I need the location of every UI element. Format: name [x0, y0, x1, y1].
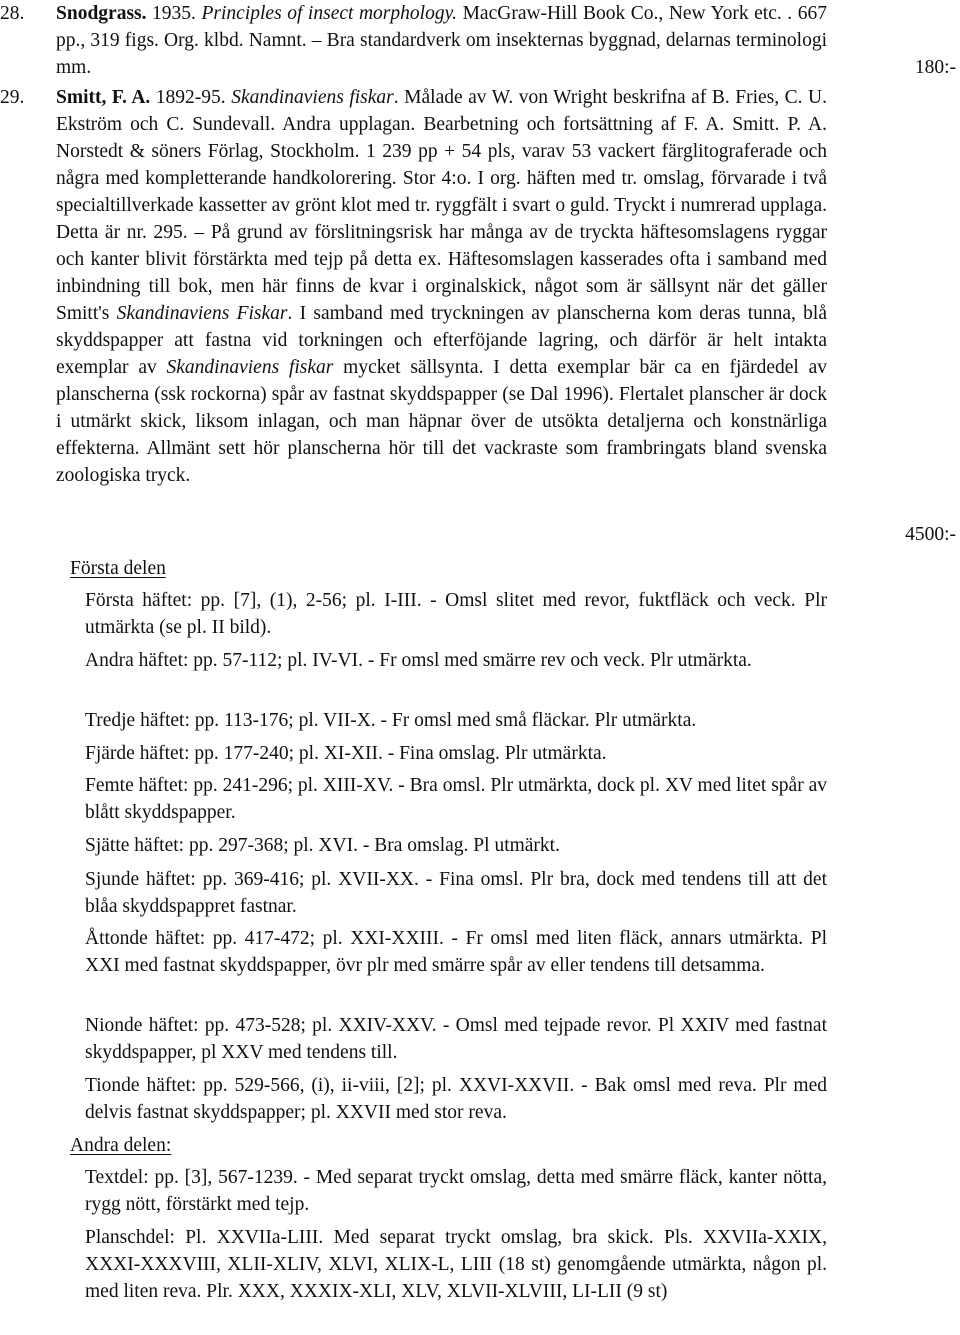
section-heading-part2: Andra delen: — [70, 1135, 172, 1156]
volume-5: Femte häftet: pp. 241-296; pl. XIII-XV. - Bra omsl. Plr utmärkta, dock pl. XV med litet spår av blått skyddspapper. — [85, 775, 827, 823]
entry-description-end: mycket sällsynta. I detta exemplar bär ca en fjärdedel av planscherna (ssk rockorna) spår av fastnat skyddspapper (se Dal 1996). Flertalet planscher är dock i utmärkt skick, liksom inlagan, och man häpnar över de utsökta detaljerna och konstnärliga effekterna. Allmänt sett hör planscherna hör till det vackraste som frambringats bland svenska zoologiska tryck. — [56, 357, 827, 486]
entry-number: 28. — [0, 3, 25, 24]
volume-8: Åttonde häftet: pp. 417-472; pl. XXI-XXIII. - Fr omsl med liten fläck, annars utmärkta. Pl XXI med fastnat skyddspapper, övr plr med smärre spår av eller tendens till detsamma. — [85, 928, 827, 976]
entry-title: Skandinaviens fiskar — [231, 87, 394, 108]
entry-number: 29. — [0, 87, 25, 108]
volume-6: Sjätte häftet: pp. 297-368; pl. XVI. - Bra omslag. Pl utmärkt. — [85, 835, 560, 856]
entry-description: . Målade av W. von Wright beskrifna af B. Fries, C. U. Ekström och C. Sundevall. Andra upplagan. Bearbetning och fortsättning af F. A. Smitt. P. A. Norstedt & söners Förlag, Stockholm. 1 239 pp + 54 pls, varav 53 vackert färglitograferade och några med kompletterande handkolorering. Stor 4:o. I org. häften med tr. omslag, förvarade i två specialtillverkade kassetter av grönt klot med tr. ryggfält i svart o guld. Tryckt i numrerad upplaga. Detta är nr. 295. – På grund av förslitningsrisk har många av de tryckta häftesomslagens ryggar och kanter blivit förstärkta med tejp på detta ex. Häftesomslagen kasserades ofta i samband med inbindning till bok, men här finns de kvar i orginalskick, något som är sällsynt när det gäller Smitt's — [56, 87, 827, 324]
entry-title-inline-2: Skandinaviens fiskar — [166, 357, 334, 378]
entry-description: MacGraw-Hill Book Co., New York etc. . 667 pp., 319 figs. Org. klbd. Namnt. – Bra standardverk om insekternas byggnad, delarnas terminologi mm. — [56, 3, 827, 78]
entry-author: Snodgrass. — [56, 3, 147, 24]
volume-7: Sjunde häftet: pp. 369-416; pl. XVII-XX. - Fina omsl. Plr bra, dock med tendens till att det blåa skyddspappret fastnar. — [85, 869, 827, 917]
volume-plate-part: Planschdel: Pl. XXVIIa-LIII. Med separat tryckt omslag, bra skick. Pls. XXVIIa-XXIX, XXXI-XXXVIII, XLII-XLIV, XLVI, XLIX-L, LIII (18 st) genomgående utmärkta, någon pl. med liten reva. Plr. XXX, XXXIX-XLI, XLV, XLVII-XLVIII, LI-LII (9 st) — [85, 1227, 827, 1302]
volume-4: Fjärde häftet: pp. 177-240; pl. XI-XII. - Fina omslag. Plr utmärkta. — [85, 743, 607, 764]
volume-text-part: Textdel: pp. [3], 567-1239. - Med separat tryckt omslag, detta med smärre fläck, kanter nötta, rygg nött, förstärkt med tejp. — [85, 1167, 827, 1215]
entry-text — [56, 0, 827, 81]
entry-title: Principles of insect morphology. — [201, 3, 458, 24]
section-heading-part1: Första delen — [70, 558, 166, 579]
entry-description-cont: . I samband med tryckningen av planscherna kom deras tunna, blå skyddspapper att fastna vid torkningen och efterföjande lagring, och därför är helt intakta exemplar av — [56, 303, 827, 378]
entry-year: 1892-95. — [150, 87, 232, 108]
volume-1: Första häftet: pp. [7], (1), 2-56; pl. I-III. - Omsl slitet med revor, fuktfläck och veck. Plr utmärkta (se pl. II bild). — [85, 590, 827, 638]
entry-price: 4500:- — [905, 524, 956, 545]
volume-10: Tionde häftet: pp. 529-566, (i), ii-viii, [2]; pl. XXVI-XXVII. - Bak omsl med reva. Plr med delvis fastnat skyddspapper; pl. XXVII med stor reva. — [85, 1075, 827, 1123]
volume-3: Tredje häftet: pp. 113-176; pl. VII-X. - Fr omsl med små fläckar. Plr utmärkta. — [85, 710, 697, 731]
entry-title-inline: Skandinaviens Fiskar — [116, 303, 288, 324]
volume-9: Nionde häftet: pp. 473-528; pl. XXIV-XXV. - Omsl med tejpade revor. Pl XXIV med fastnat skyddspapper, pl XXV med tendens till. — [85, 1015, 827, 1063]
entry-author: Smitt, F. A. — [56, 87, 151, 108]
volume-2: Andra häftet: pp. 57-112; pl. IV-VI. - Fr omsl med smärre rev och veck. Plr utmärkta. — [85, 650, 752, 671]
entry-text — [56, 84, 827, 489]
entry-price: 180:- — [914, 57, 956, 78]
entry-year: 1935. — [146, 3, 202, 24]
